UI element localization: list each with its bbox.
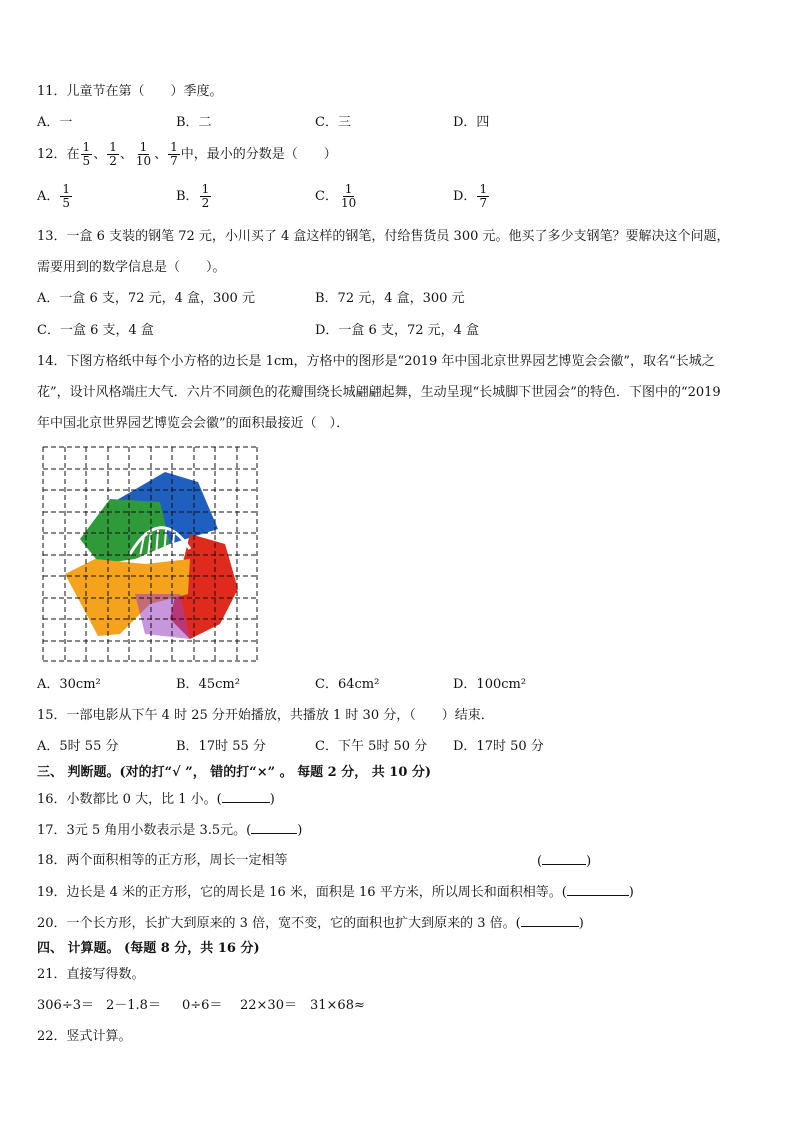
answer-blank[interactable] — [542, 852, 586, 865]
q12-frac-1: $\frac{1}{5}$ — [82, 140, 91, 168]
q13-option-c: C．一盒 6 支，4 盒 — [37, 323, 154, 338]
q12-frac-3: $\frac{1}{10}$ — [135, 140, 152, 168]
q14-option-a: A．30cm² — [37, 677, 101, 692]
q17: 17．3元 5 角用小数表示是 3.5元。( ) — [37, 823, 303, 838]
q15-option-d: D．17时 50 分 — [453, 739, 544, 754]
q11-option-b: B．二 — [176, 115, 212, 130]
q21-item-5: 31×68≈ — [310, 998, 365, 1013]
q13-line-2: 需要用到的数学信息是（ ）。 — [37, 260, 226, 275]
q21-item-4: 22×30＝ — [240, 998, 297, 1013]
grid-logo-figure — [40, 444, 260, 664]
q13-line-1: 13．一盒 6 支装的钢笔 72 元，小川买了 4 盒这样的钢笔，付给售货员 300 元。他买了多少支钢笔？要解决这个问题， — [37, 229, 730, 244]
q12-option-d: D． $\frac{1}{7}$ — [453, 182, 488, 210]
q16: 16．小数都比 0 大，比 1 小。( ) — [37, 792, 275, 807]
q21-text: 21．直接写得数。 — [37, 967, 145, 982]
q12-frac-4: $\frac{1}{7}$ — [170, 140, 178, 168]
q21-item-1: 306÷3＝ — [37, 998, 94, 1013]
q21-item-2: 2－1.8＝ — [106, 998, 161, 1013]
q12-option-b: B． $\frac{1}{2}$ — [176, 182, 210, 210]
answer-blank[interactable] — [567, 883, 629, 896]
q11-option-a: A．一 — [37, 115, 73, 130]
q15-option-b: B．17时 55 分 — [176, 739, 266, 754]
section-3-heading: 三、 判断题。(对的打“√ ”， 错的打“×” 。 每题 2 分， 共 10 分) — [37, 765, 432, 780]
answer-blank[interactable] — [251, 821, 297, 834]
q11-option-c: C．三 — [315, 115, 351, 130]
q11-text: 11．儿童节在第（ ）季度。 — [37, 84, 223, 99]
answer-blank[interactable] — [222, 790, 270, 803]
q15-option-c: C．下午 5时 50 分 — [315, 739, 428, 754]
q13-option-a: A．一盒 6 支，72 元，4 盒，300 元 — [37, 291, 255, 306]
q14-option-d: D．100cm² — [453, 677, 527, 692]
q12-option-c: C． $\frac{1}{10}$ — [315, 182, 357, 210]
q22-text: 22．竖式计算。 — [37, 1029, 132, 1044]
section-4-heading: 四、 计算题。 (每题 8 分，共 16 分) — [37, 941, 260, 956]
q13-option-b: B．72 元，4 盒，300 元 — [315, 291, 465, 306]
q11-option-d: D．四 — [453, 115, 490, 130]
q12-stem: 12．在 $\frac{1}{5}$ 、 $\frac{1}{2}$ 、 $\frac{1}{10}$ 、 $\frac{1}{7}$ 中，最小的分数是（ ） — [37, 140, 337, 168]
q14-line-3: 年中国北京世界园艺博览会会徽”的面积最接近（ ）． — [37, 416, 350, 431]
q21-item-3: 0÷6＝ — [182, 998, 223, 1013]
answer-blank[interactable] — [521, 914, 579, 927]
q18: 18．两个面积相等的正方形，周长一定相等 — [37, 853, 288, 868]
q14-option-c: C．64cm² — [315, 677, 380, 692]
q12-frac-2: $\frac{1}{2}$ — [109, 140, 117, 168]
q14-line-1: 14．下图方格纸中每个小方格的边长是 1cm，方格中的图形是“2019 年中国北京世界园艺博览会会徽”，取名“长城之 — [37, 354, 715, 369]
q19: 19．边长是 4 米的正方形，它的周长是 16 米，面积是 16 平方米，所以周长和面积相等。( ) — [37, 885, 634, 900]
q15-option-a: A．5时 55 分 — [37, 739, 119, 754]
q20: 20．一个长方形，长扩大到原来的 3 倍，宽不变，它的面积也扩大到原来的 3 倍。( ) — [37, 916, 584, 931]
q13-option-d: D．一盒 6 支，72 元，4 盒 — [315, 323, 480, 338]
q12-option-a: A． $\frac{1}{5}$ — [37, 182, 71, 210]
q14-line-2: 花”，设计风格端庄大气．六片不同颜色的花瓣围绕长城翩翩起舞，生动呈现“长城脚下世园会”的特色．下图中的“2019 — [37, 385, 721, 400]
q18-answer: ( ) — [537, 854, 592, 869]
q15-text: 15．一部电影从下午 4 时 25 分开始播放，共播放 1 时 30 分，（ ）结束． — [37, 708, 494, 723]
q14-option-b: B．45cm² — [176, 677, 240, 692]
